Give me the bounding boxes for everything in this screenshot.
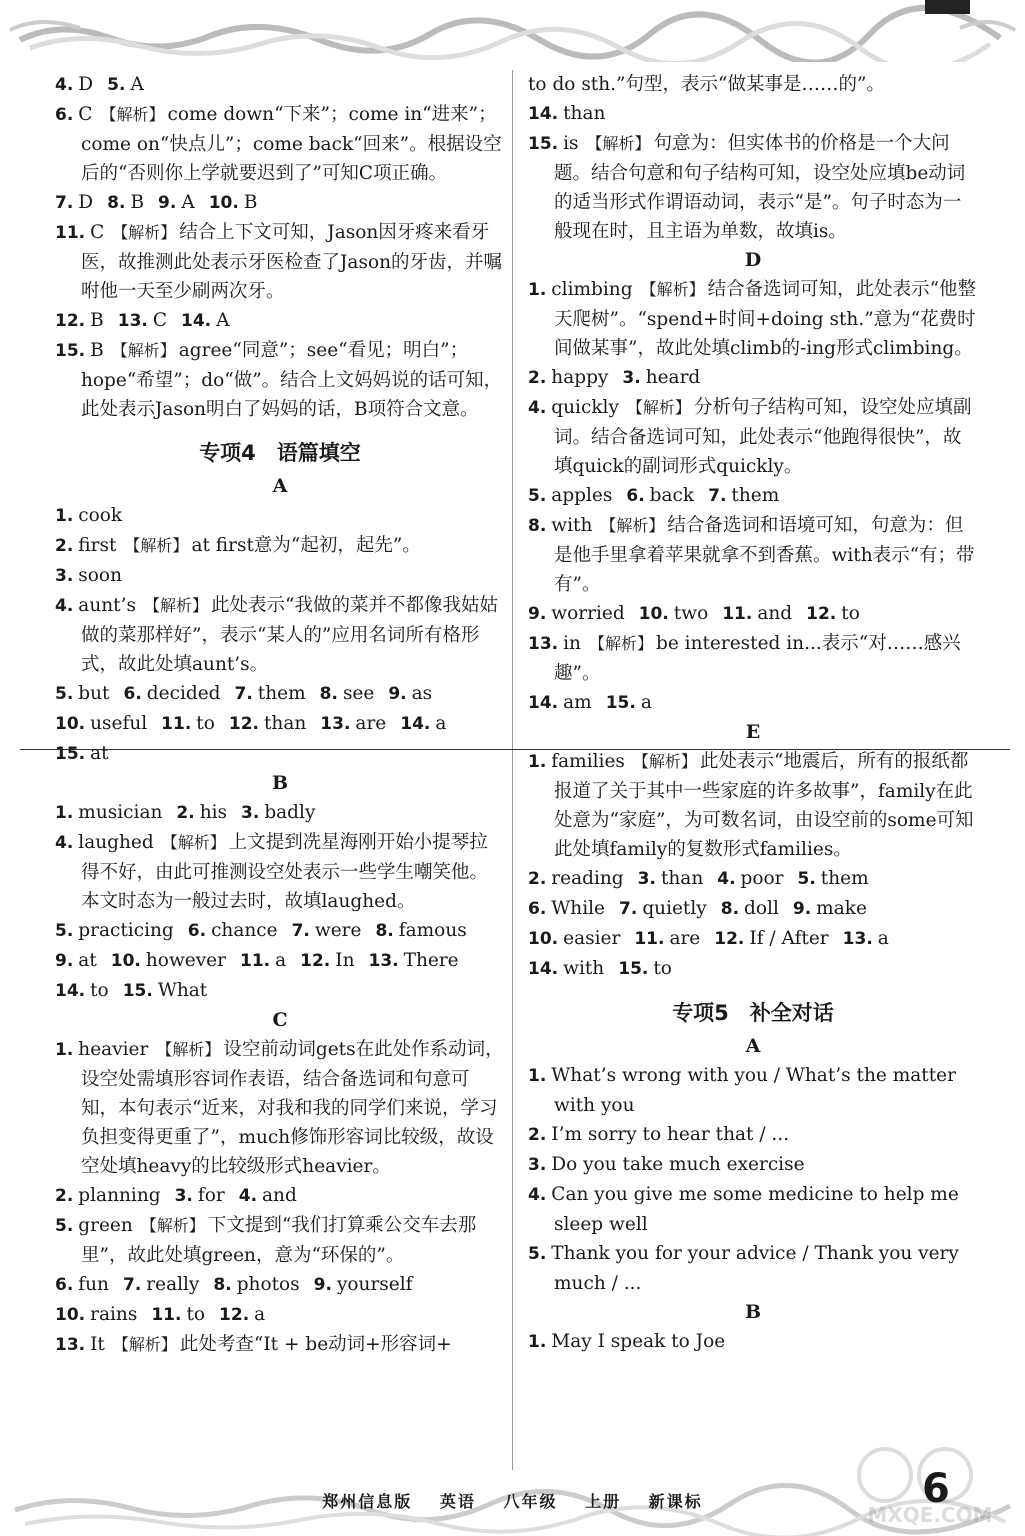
- answer-text: Do you take much exercise: [551, 1154, 805, 1175]
- analysis-text: 结合上下文可知，Jason因牙疼来看牙医，故推测此处表示牙医检查了Jason的牙齿，并嘱咐他一天至少刷两次牙。: [81, 222, 502, 302]
- question-number: 7.: [55, 193, 74, 213]
- question-number: 9.: [158, 193, 177, 213]
- question-number: 1.: [528, 752, 547, 772]
- answer-text: cook: [78, 505, 123, 526]
- question-number: 13.: [368, 951, 399, 971]
- question-number: 12.: [300, 951, 331, 971]
- passage-heading: C: [272, 1009, 288, 1031]
- question-number: 5.: [55, 684, 74, 704]
- answer-text: B: [243, 192, 258, 213]
- answer-row: [528, 894, 978, 924]
- question-number: 12.: [806, 604, 837, 624]
- answer-text: reading: [551, 868, 624, 889]
- answer-text: to: [196, 713, 215, 734]
- answer-block: [528, 129, 978, 246]
- question-number: 15.: [55, 341, 86, 361]
- answer-text: Thank you for your advice / Thank you very much / ...: [551, 1243, 959, 1294]
- answer-text: them: [731, 485, 780, 506]
- answer-row: [55, 1270, 505, 1300]
- analysis-tag: 【解析】: [156, 1040, 221, 1059]
- answer-row: [528, 481, 978, 511]
- answer-block: [55, 531, 505, 561]
- question-number: 8.: [213, 1275, 232, 1295]
- answer-text: happy: [551, 367, 609, 388]
- question-number: 10.: [55, 714, 86, 734]
- question-number: 13.: [842, 929, 873, 949]
- answer-text: really: [146, 1274, 200, 1295]
- question-number: 11.: [722, 604, 753, 624]
- answer-row: [55, 976, 505, 1006]
- analysis-tag: 【解析】: [140, 1216, 205, 1235]
- answer-text: It: [90, 1334, 105, 1355]
- question-number: 14.: [528, 959, 559, 979]
- question-number: 1.: [55, 803, 74, 823]
- question-number: 11.: [151, 1305, 182, 1325]
- analysis-tag: 【解析】: [100, 105, 165, 124]
- answer-text: doll: [744, 898, 779, 919]
- question-number: 9.: [313, 1275, 332, 1295]
- answer-row: [55, 798, 505, 828]
- question-number: 14.: [181, 311, 212, 331]
- watermark-text: MXQE.COM: [867, 1503, 993, 1527]
- question-number: 6.: [55, 1275, 74, 1295]
- question-number: 12.: [714, 929, 745, 949]
- analysis-text: be interested in...表示“对……感兴趣”。: [554, 633, 961, 684]
- question-number: 9.: [388, 684, 407, 704]
- question-number: 4.: [55, 596, 74, 616]
- question-number: 10.: [208, 193, 239, 213]
- footer-subject: 英语: [439, 1492, 476, 1511]
- answer-block: [55, 828, 505, 916]
- answer-text: If / After: [749, 928, 829, 949]
- answer-text: A: [181, 192, 195, 213]
- answer-row: [55, 946, 505, 976]
- answer-text: and: [757, 603, 793, 624]
- answer-text: soon: [78, 565, 122, 586]
- question-number: 9.: [792, 899, 812, 919]
- answer-block: [528, 393, 978, 481]
- answer-row: [55, 709, 505, 739]
- answer-block: [528, 1120, 978, 1150]
- answer-text: photos: [236, 1274, 300, 1295]
- answer-text: famous: [398, 920, 467, 941]
- footer-grade: 八年级: [503, 1492, 558, 1511]
- question-number: 9.: [55, 951, 74, 971]
- answer-block: [528, 1061, 978, 1120]
- answer-text: rains: [90, 1304, 138, 1325]
- question-number: 4.: [55, 75, 74, 95]
- answer-text: a: [435, 713, 447, 734]
- question-number: 13.: [528, 634, 559, 654]
- answer-text: to: [653, 958, 672, 979]
- question-number: 2.: [528, 869, 547, 889]
- question-number: 8.: [375, 921, 394, 941]
- answer-row: [55, 501, 505, 531]
- answer-text: yourself: [336, 1274, 413, 1295]
- question-number: 2.: [528, 368, 547, 388]
- answer-row: [55, 1300, 505, 1330]
- analysis-tag: 【解析】: [111, 341, 176, 360]
- analysis-text: at first意为“起初，起先”。: [191, 535, 421, 556]
- question-number: 10.: [110, 951, 141, 971]
- analysis-tag: 【解析】: [143, 596, 208, 615]
- question-number: 8.: [319, 684, 338, 704]
- answer-text: climbing: [551, 279, 633, 300]
- question-number: 7.: [708, 486, 727, 506]
- answer-text: B: [90, 340, 104, 361]
- answer-text: than: [563, 103, 606, 124]
- answer-text: for: [197, 1185, 225, 1206]
- answer-text: a: [254, 1304, 266, 1325]
- footer-curriculum: 新课标: [648, 1492, 703, 1511]
- answer-text: than: [264, 713, 307, 734]
- answer-row: [528, 954, 978, 984]
- answer-text: worried: [551, 603, 625, 624]
- answer-text: What’s wrong with you / What’s the matter with you: [551, 1065, 956, 1116]
- answer-text: to: [90, 980, 109, 1001]
- answer-block: [528, 1239, 978, 1298]
- answer-text: badly: [264, 802, 316, 823]
- answer-block: [55, 591, 505, 679]
- answer-block: [528, 275, 978, 363]
- answer-text: quietly: [642, 898, 707, 919]
- question-number: 7.: [122, 1275, 142, 1295]
- answer-block: [55, 100, 505, 188]
- analysis-tag: 【解析】: [161, 833, 226, 852]
- answer-text: at: [90, 743, 109, 764]
- answer-text: is: [563, 133, 579, 154]
- answer-row: [55, 561, 505, 591]
- answer-text: are: [669, 928, 701, 949]
- question-number: 13.: [320, 714, 351, 734]
- answer-text: I’m sorry to hear that / ...: [551, 1124, 790, 1145]
- analysis-tag: 【解析】: [112, 1335, 177, 1354]
- answer-block: [528, 747, 978, 864]
- right-column: [528, 70, 978, 1357]
- question-number: 8.: [107, 193, 126, 213]
- section-heading: 专项4 语篇填空: [199, 441, 361, 465]
- question-number: 5.: [797, 869, 816, 889]
- answer-block: [528, 1327, 978, 1357]
- question-number: 2.: [176, 803, 195, 823]
- answer-text: In: [335, 950, 355, 971]
- analysis-text: 上文提到冼星海刚开始小提琴拉得不好，由此可推测设空处表示一些学生嘲笑他。本文时态为一般过去时，故填laughed。: [81, 832, 489, 912]
- answer-text: What: [157, 980, 208, 1001]
- answer-block: [55, 218, 505, 306]
- answer-text: two: [673, 603, 709, 624]
- answer-row: [55, 1181, 505, 1211]
- answer-text: C: [152, 310, 168, 331]
- answer-text: easier: [563, 928, 621, 949]
- question-number: 11.: [239, 951, 271, 971]
- answer-text: laughed: [78, 832, 154, 853]
- answer-text: decided: [146, 683, 221, 704]
- section-heading: 专项5 补全对话: [672, 1001, 834, 1025]
- answer-text: D: [78, 192, 94, 213]
- answer-text: than: [660, 868, 704, 889]
- answer-text: A: [216, 310, 230, 331]
- question-number: 4.: [717, 869, 736, 889]
- answer-text: to: [186, 1304, 206, 1325]
- answer-row: [55, 916, 505, 946]
- answer-text: a: [877, 928, 889, 949]
- answer-text: D: [78, 74, 94, 95]
- question-number: 6.: [55, 105, 74, 125]
- answer-text: make: [816, 898, 867, 919]
- question-number: 12.: [228, 714, 259, 734]
- top-decorative-border: [0, 0, 1025, 62]
- question-number: 5.: [528, 486, 547, 506]
- answer-text: a: [275, 950, 287, 971]
- answer-row: [528, 363, 978, 393]
- question-number: 3.: [622, 368, 641, 388]
- passage-heading: D: [744, 249, 762, 271]
- answer-text: heard: [645, 367, 701, 388]
- answer-text: his: [199, 802, 228, 823]
- analysis-tag: 【解析】: [600, 516, 665, 535]
- question-number: 6.: [528, 899, 547, 919]
- question-number: 4.: [238, 1186, 258, 1206]
- question-number: 4.: [528, 398, 547, 418]
- question-number: 3.: [174, 1186, 193, 1206]
- answer-text: B: [130, 192, 145, 213]
- footer-edition: 郑州信息版: [322, 1492, 413, 1511]
- answer-text: C: [78, 104, 93, 125]
- question-number: 15.: [618, 959, 649, 979]
- passage-heading: A: [272, 475, 288, 497]
- question-number: 2.: [55, 1186, 74, 1206]
- answer-text: am: [563, 692, 592, 713]
- question-number: 12.: [55, 311, 86, 331]
- question-number: 13.: [117, 311, 148, 331]
- answer-row: [55, 739, 505, 769]
- answer-text: useful: [90, 713, 148, 734]
- question-number: 4.: [55, 833, 74, 853]
- answer-text: C: [90, 222, 105, 243]
- answer-text: families: [551, 751, 625, 772]
- question-number: 11.: [161, 714, 192, 734]
- answer-row: [55, 188, 505, 218]
- answer-block: [528, 1180, 978, 1239]
- question-number: 7.: [234, 684, 253, 704]
- answer-row: [528, 99, 978, 129]
- analysis-text: 此处考查“It + be动词+形容词+: [179, 1334, 452, 1355]
- continued-text: to do sth.”句型，表示“做某事是……的”。: [528, 74, 885, 95]
- analysis-text: agree“同意”；see“看见；明白”；hope“希望”；do“做”。结合上文妈妈说的话可知，此处表示Jason明白了妈妈的话，B项符合文意。: [81, 340, 503, 420]
- analysis-tag: 【解析】: [626, 398, 691, 417]
- answer-text: heavier: [78, 1039, 149, 1060]
- answer-text: as: [411, 683, 433, 704]
- question-number: 9.: [528, 604, 547, 624]
- question-number: 5.: [528, 1244, 547, 1264]
- answer-text: them: [820, 868, 869, 889]
- answer-text: Can you give me some medicine to help me sleep well: [551, 1184, 959, 1235]
- question-number: 14.: [55, 981, 86, 1001]
- analysis-text: come down“下来”；come in“进来”；come on“快点儿”；come back“回来”。根据设空后的“否则你上学就要迟到了”可知C项正确。: [81, 104, 502, 184]
- answer-block: [55, 336, 505, 424]
- passage-heading: A: [745, 1035, 761, 1057]
- question-number: 7.: [619, 899, 638, 919]
- analysis-text: 设空前动词gets在此处作系动词，设空处需填形容词作表语，结合备选词和句意可知，本句表示“近来，对我和我的同学们来说，学习负担变得更重了”，much修饰形容词比较级，故设空处填heavy的比较级形式heavier。: [81, 1039, 504, 1177]
- analysis-tag: 【解析】: [124, 536, 189, 555]
- answer-text: planning: [78, 1185, 161, 1206]
- analysis-text: 分析句子结构可知，设空处应填副词。结合备选词可知，此处表示“他跑得很快”，故填quick的副词形式quickly。: [554, 397, 972, 477]
- answer-text: poor: [740, 868, 784, 889]
- answer-text: chance: [211, 920, 278, 941]
- question-number: 5.: [55, 921, 74, 941]
- question-number: 10.: [528, 929, 559, 949]
- answer-block: [55, 1211, 505, 1270]
- answer-text: to: [841, 603, 860, 624]
- answer-row: [528, 688, 978, 718]
- column-separator: [512, 70, 513, 1470]
- question-number: 14.: [528, 104, 559, 124]
- analysis-tag: 【解析】: [586, 134, 651, 153]
- answer-text: them: [257, 683, 306, 704]
- passage-heading: B: [744, 1301, 762, 1323]
- analysis-text: 下文提到“我们打算乘公交车去那里”，故此处填green，意为“环保的”。: [81, 1215, 477, 1266]
- answer-text: see: [342, 683, 375, 704]
- answer-text: There: [403, 950, 459, 971]
- answer-text: in: [563, 633, 581, 654]
- question-number: 2.: [528, 1125, 547, 1145]
- answer-text: musician: [78, 802, 163, 823]
- answer-text: quickly: [551, 397, 619, 418]
- answer-block: [55, 1035, 505, 1181]
- answer-text: are: [355, 713, 387, 734]
- question-number: 8.: [528, 516, 547, 536]
- question-number: 5.: [55, 1216, 74, 1236]
- question-number: 5.: [107, 75, 126, 95]
- question-number: 10.: [55, 1305, 86, 1325]
- question-number: 3.: [55, 566, 74, 586]
- analysis-text: 结合备选词和语境可知，句意为：但是他手里拿着苹果就拿不到香蕉。with表示“有；带有”。: [554, 515, 975, 595]
- answer-text: however: [145, 950, 226, 971]
- question-number: 12.: [219, 1305, 250, 1325]
- answer-text: with: [563, 958, 605, 979]
- answer-text: a: [640, 692, 652, 713]
- question-number: 1.: [528, 1332, 547, 1352]
- answer-row: [55, 679, 505, 709]
- question-number: 8.: [720, 899, 740, 919]
- analysis-text: 句意为：但实体书的价格是一个大问题。结合句意和句子结构可知，设空处应填be动词的适当形式作谓语动词，表示“是”。句子时态为一般现在时，且主语为单数，故填is。: [554, 133, 966, 242]
- question-number: 1.: [528, 280, 547, 300]
- question-number: 15.: [55, 744, 86, 764]
- analysis-text: 结合备选词可知，此处表示“他整天爬树”。“spend+时间+doing sth.”意为“花费时间做某事”，故此处填climb的-ing形式climbing。: [554, 279, 977, 359]
- answer-text: May I speak to Joe: [551, 1331, 726, 1352]
- question-number: 15.: [122, 981, 153, 1001]
- answer-text: with: [551, 515, 593, 536]
- analysis-tag: 【解析】: [112, 223, 177, 242]
- left-column: [55, 70, 505, 1360]
- answer-row: [55, 306, 505, 336]
- answer-text: and: [262, 1185, 297, 1206]
- question-number: 13.: [55, 1335, 86, 1355]
- answer-text: but: [78, 683, 110, 704]
- answer-text: A: [130, 74, 144, 95]
- answer-text: practicing: [78, 920, 174, 941]
- footer-volume: 上册: [585, 1492, 622, 1511]
- analysis-tag: 【解析】: [588, 634, 653, 653]
- question-number: 6.: [187, 921, 207, 941]
- analysis-text: 此处表示“我做的菜并不都像我姑姑做的菜那样好”，表示“某人的”应用名词所有格形式，故此处填aunt’s。: [81, 595, 498, 675]
- answer-text: aunt’s: [78, 595, 136, 616]
- question-number: 15.: [528, 134, 559, 154]
- question-number: 7.: [291, 921, 310, 941]
- answer-text: were: [314, 920, 362, 941]
- analysis-tag: 【解析】: [640, 280, 705, 299]
- answer-text: green: [78, 1215, 133, 1236]
- answer-text: B: [90, 310, 104, 331]
- question-number: 14.: [528, 693, 559, 713]
- question-number: 14.: [400, 714, 431, 734]
- answer-row: [528, 924, 978, 954]
- question-number: 6.: [626, 486, 645, 506]
- answer-block: [528, 629, 978, 688]
- passage-heading: B: [271, 772, 289, 794]
- answer-block: [528, 1150, 978, 1180]
- question-number: 1.: [55, 506, 74, 526]
- question-number: 6.: [123, 684, 142, 704]
- top-corner-mark: [925, 0, 970, 14]
- answer-text: at: [78, 950, 97, 971]
- analysis-tag: 【解析】: [632, 752, 697, 771]
- page-number: 6: [922, 1466, 950, 1512]
- answer-block: [55, 1330, 505, 1360]
- answer-text: apples: [551, 485, 613, 506]
- answer-text: back: [649, 485, 695, 506]
- answer-text: While: [551, 898, 606, 919]
- question-number: 15.: [605, 693, 636, 713]
- question-number: 3.: [637, 869, 656, 889]
- answer-text: fun: [78, 1274, 109, 1295]
- analysis-text: 此处表示“地震后，所有的报纸都报道了关于其中一些家庭的许多故事”，family在此处意为“家庭”，为可数名词，由设空前的some可知此处填family的复数形式families。: [554, 751, 974, 860]
- answer-row: [528, 864, 978, 894]
- passage-heading: E: [745, 721, 761, 743]
- question-number: 11.: [634, 929, 665, 949]
- question-number: 4.: [528, 1185, 547, 1205]
- question-number: 11.: [55, 223, 86, 243]
- answer-text: first: [78, 535, 117, 556]
- question-number: 3.: [241, 803, 260, 823]
- answer-block: [528, 511, 978, 599]
- question-number: 1.: [528, 1066, 547, 1086]
- answer-row: [55, 70, 505, 100]
- question-number: 2.: [55, 536, 74, 556]
- answer-row: [528, 599, 978, 629]
- question-number: 10.: [638, 604, 669, 624]
- question-number: 3.: [528, 1155, 547, 1175]
- question-number: 1.: [55, 1040, 74, 1060]
